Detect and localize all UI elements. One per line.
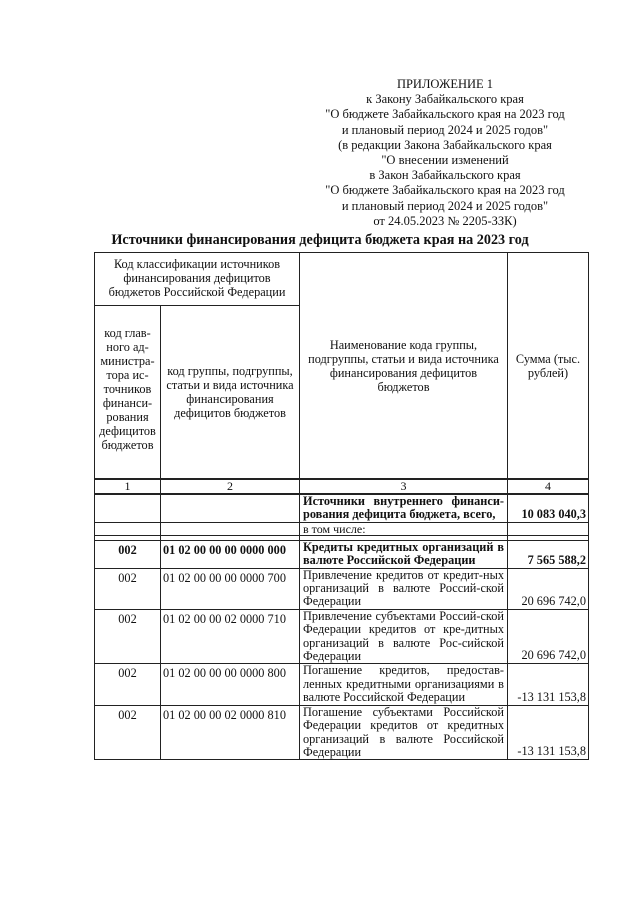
source-sum: 20 696 742,0 (508, 568, 589, 609)
header-line: ПРИЛОЖЕНИЕ 1 (396, 77, 494, 91)
header-line: "О бюджете Забайкальского края на 2023 год (325, 183, 565, 198)
column-number: 3 (300, 479, 508, 494)
admin-code: 002 (95, 540, 161, 568)
source-code: 01 02 00 00 00 0000 000 (161, 540, 300, 568)
total-sum: 10 083 040,3 (508, 494, 589, 522)
header-line: от 24.05.2023 № 2205-ЗЗК) (373, 213, 517, 228)
column-number: 4 (508, 479, 589, 494)
source-name: Погашение субъектами Российской Федерации кредитов от кредитных организаций в валюте Российской Федерации (300, 705, 508, 760)
table-row (95, 568, 589, 609)
source-sum: -13 131 153,8 (508, 664, 589, 705)
source-sum: 20 696 742,0 (508, 609, 589, 664)
sum-column-header: Сумма (тыс. рублей) (508, 253, 589, 480)
appendix-header (300, 77, 590, 229)
classification-group-header: Код классификации источников финансирования дефицитов бюджетов Российской Федерации (95, 253, 300, 306)
total-row (95, 494, 589, 522)
source-code-header: код группы, подгруппы, статьи и вида источника финансирования дефицитов бюджетов (161, 306, 300, 480)
source-sum: 7 565 588,2 (508, 540, 589, 568)
admin-code: 002 (95, 705, 161, 760)
source-name: Привлечение субъектами Россий-ской Федерации кредитов от кре-дитных организаций в валюте Рос-сийской Федерации (300, 609, 508, 664)
header-row-1 (95, 253, 589, 306)
table-row (95, 609, 589, 664)
source-sum: -13 131 153,8 (508, 705, 589, 760)
source-code: 01 02 00 00 02 0000 810 (161, 705, 300, 760)
source-code: 01 02 00 00 00 0000 800 (161, 664, 300, 705)
name-column-header: Наименование кода группы, подгруппы, статьи и вида источника финансирования дефицитов бюджетов (300, 253, 508, 480)
financing-table (94, 252, 589, 760)
admin-code: 002 (95, 568, 161, 609)
including-note: в том числе: (300, 522, 508, 535)
admin-code-header: код глав-ного ад-министра-тора ис-точников финанси-рования дефицитов бюджетов (95, 306, 161, 480)
admin-code: 002 (95, 609, 161, 664)
header-line: к Закону Забайкальского края (366, 92, 524, 107)
column-number: 2 (161, 479, 300, 494)
header-line: и плановый период 2024 и 2025 годов" (341, 198, 549, 213)
source-code: 01 02 00 00 02 0000 710 (161, 609, 300, 664)
admin-code: 002 (95, 664, 161, 705)
column-numbers-row (95, 479, 589, 494)
header-line: и плановый период 2024 и 2025 годов" (341, 122, 549, 137)
header-line: (в редакции Закона Забайкальского края (338, 137, 552, 152)
table-row (95, 540, 589, 568)
source-code: 01 02 00 00 00 0000 700 (161, 568, 300, 609)
total-name: Источники внутреннего финанси-рования дефицита бюджета, всего, (300, 494, 508, 522)
source-name: Погашение кредитов, предостав-ленных кредитными организациями в валюте Российской Федерации (300, 664, 508, 705)
including-row (95, 522, 589, 535)
source-name: Привлечение кредитов от кредит-ных организаций в валюте Россий-ской Федерации (300, 568, 508, 609)
header-line: "О бюджете Забайкальского края на 2023 год (325, 107, 565, 122)
table-row (95, 705, 589, 760)
document-title: Источники финансирования дефицита бюджета края на 2023 год (111, 232, 529, 248)
header-line: в Закон Забайкальского края (369, 168, 521, 183)
table-row (95, 664, 589, 705)
header-line: "О внесении изменений (381, 153, 509, 168)
source-name: Кредиты кредитных организаций в валюте Российской Федерации (300, 540, 508, 568)
column-number: 1 (95, 479, 161, 494)
